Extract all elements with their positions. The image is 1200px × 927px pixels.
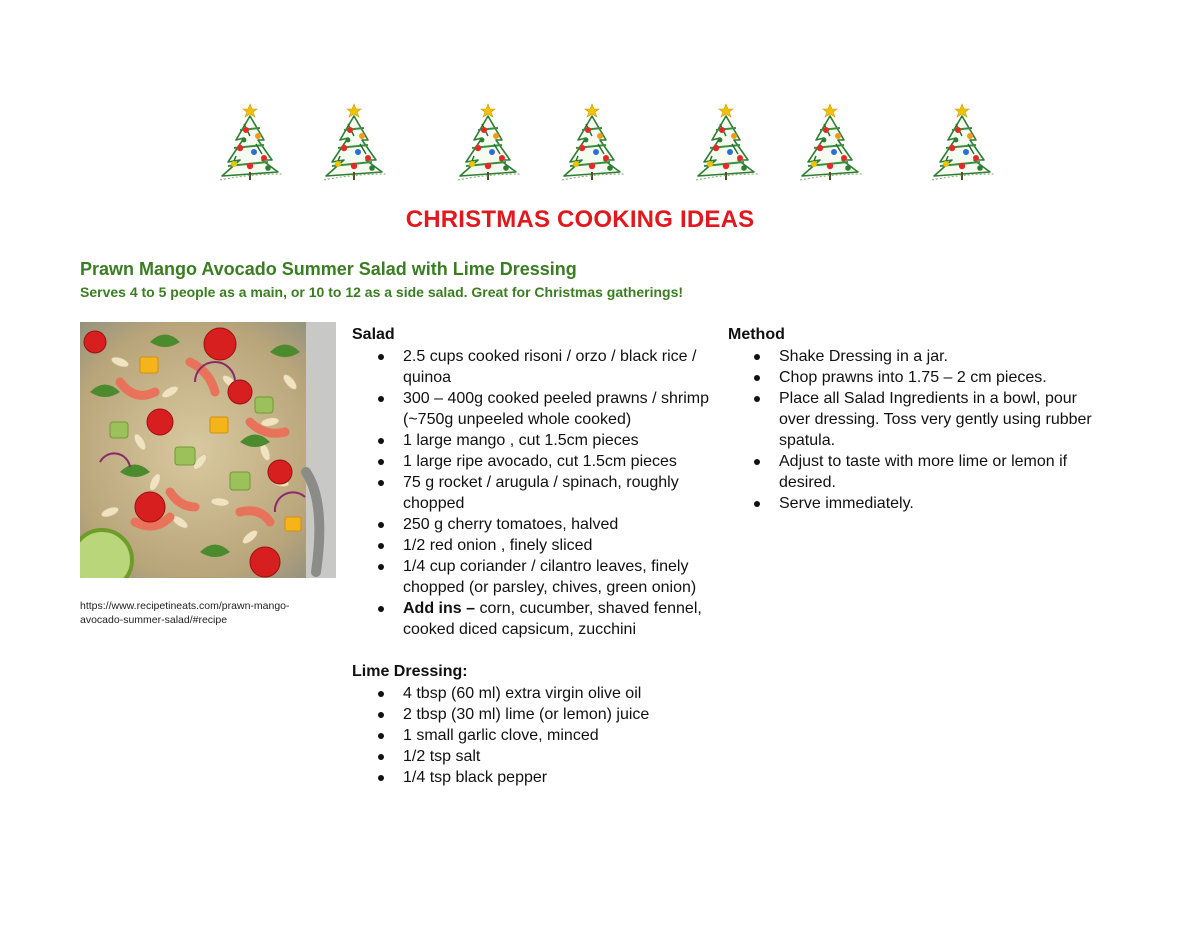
list-item: 4 tbsp (60 ml) extra virgin olive oil bbox=[352, 683, 722, 704]
dressing-heading: Lime Dressing: bbox=[352, 663, 468, 680]
christmas-tree-icon bbox=[318, 100, 390, 184]
list-item: 2.5 cups cooked risoni / orzo / black rice / quinoa bbox=[352, 346, 722, 388]
method-steps-list bbox=[728, 346, 1108, 514]
list-item: Chop prawns into 1.75 – 2 cm pieces. bbox=[728, 367, 1108, 388]
recipe-title: Prawn Mango Avocado Summer Salad with Lime Dressing bbox=[80, 259, 577, 279]
source-link[interactable]: https://www.recipetineats.com/prawn-mango-avocado-summer-salad/#recipe bbox=[80, 600, 290, 626]
page-title: CHRISTMAS COOKING IDEAS bbox=[405, 206, 755, 233]
list-item: 1 small garlic clove, minced bbox=[352, 725, 722, 746]
ingredients-column bbox=[352, 324, 722, 788]
list-item: Adjust to taste with more lime or lemon if desired. bbox=[728, 451, 1108, 493]
list-item: 300 – 400g cooked peeled prawns / shrimp (~750g unpeeled whole cooked) bbox=[352, 388, 722, 430]
list-item: 1/4 tsp black pepper bbox=[352, 767, 722, 788]
salad-ingredients-list bbox=[352, 346, 722, 640]
method-column bbox=[728, 324, 1108, 514]
list-item: 1 large mango , cut 1.5cm pieces bbox=[352, 430, 722, 451]
christmas-tree-icon bbox=[214, 100, 286, 184]
add-ins-label: Add ins – bbox=[403, 600, 476, 617]
recipe-subtitle: Serves 4 to 5 people as a main, or 10 to 12 as a side salad. Great for Christmas gatherings! bbox=[80, 284, 684, 300]
list-item: 75 g rocket / arugula / spinach, roughly chopped bbox=[352, 472, 722, 514]
method-heading: Method bbox=[728, 326, 785, 343]
christmas-tree-row bbox=[0, 100, 1200, 190]
list-item: 1/2 red onion , finely sliced bbox=[352, 535, 722, 556]
christmas-tree-icon bbox=[926, 100, 998, 184]
list-item: 1/2 tsp salt bbox=[352, 746, 722, 767]
christmas-tree-icon bbox=[690, 100, 762, 184]
list-item: 1 large ripe avocado, cut 1.5cm pieces bbox=[352, 451, 722, 472]
christmas-tree-icon bbox=[794, 100, 866, 184]
dressing-ingredients-list bbox=[352, 683, 722, 788]
salad-photo bbox=[80, 322, 336, 578]
list-item: 2 tbsp (30 ml) lime (or lemon) juice bbox=[352, 704, 722, 725]
list-item: 1/4 cup coriander / cilantro leaves, finely chopped (or parsley, chives, green onion) bbox=[352, 556, 722, 598]
christmas-tree-icon bbox=[452, 100, 524, 184]
list-item-add-ins bbox=[352, 598, 722, 640]
list-item: 250 g cherry tomatoes, halved bbox=[352, 514, 722, 535]
christmas-tree-icon bbox=[556, 100, 628, 184]
list-item: Place all Salad Ingredients in a bowl, pour over dressing. Toss very gently using rubber spatula. bbox=[728, 388, 1108, 451]
list-item: Serve immediately. bbox=[728, 493, 1108, 514]
salad-heading: Salad bbox=[352, 326, 395, 343]
add-ins-text: corn, cucumber, shaved fennel, cooked diced capsicum, zucchini bbox=[403, 600, 702, 638]
list-item: Shake Dressing in a jar. bbox=[728, 346, 1108, 367]
